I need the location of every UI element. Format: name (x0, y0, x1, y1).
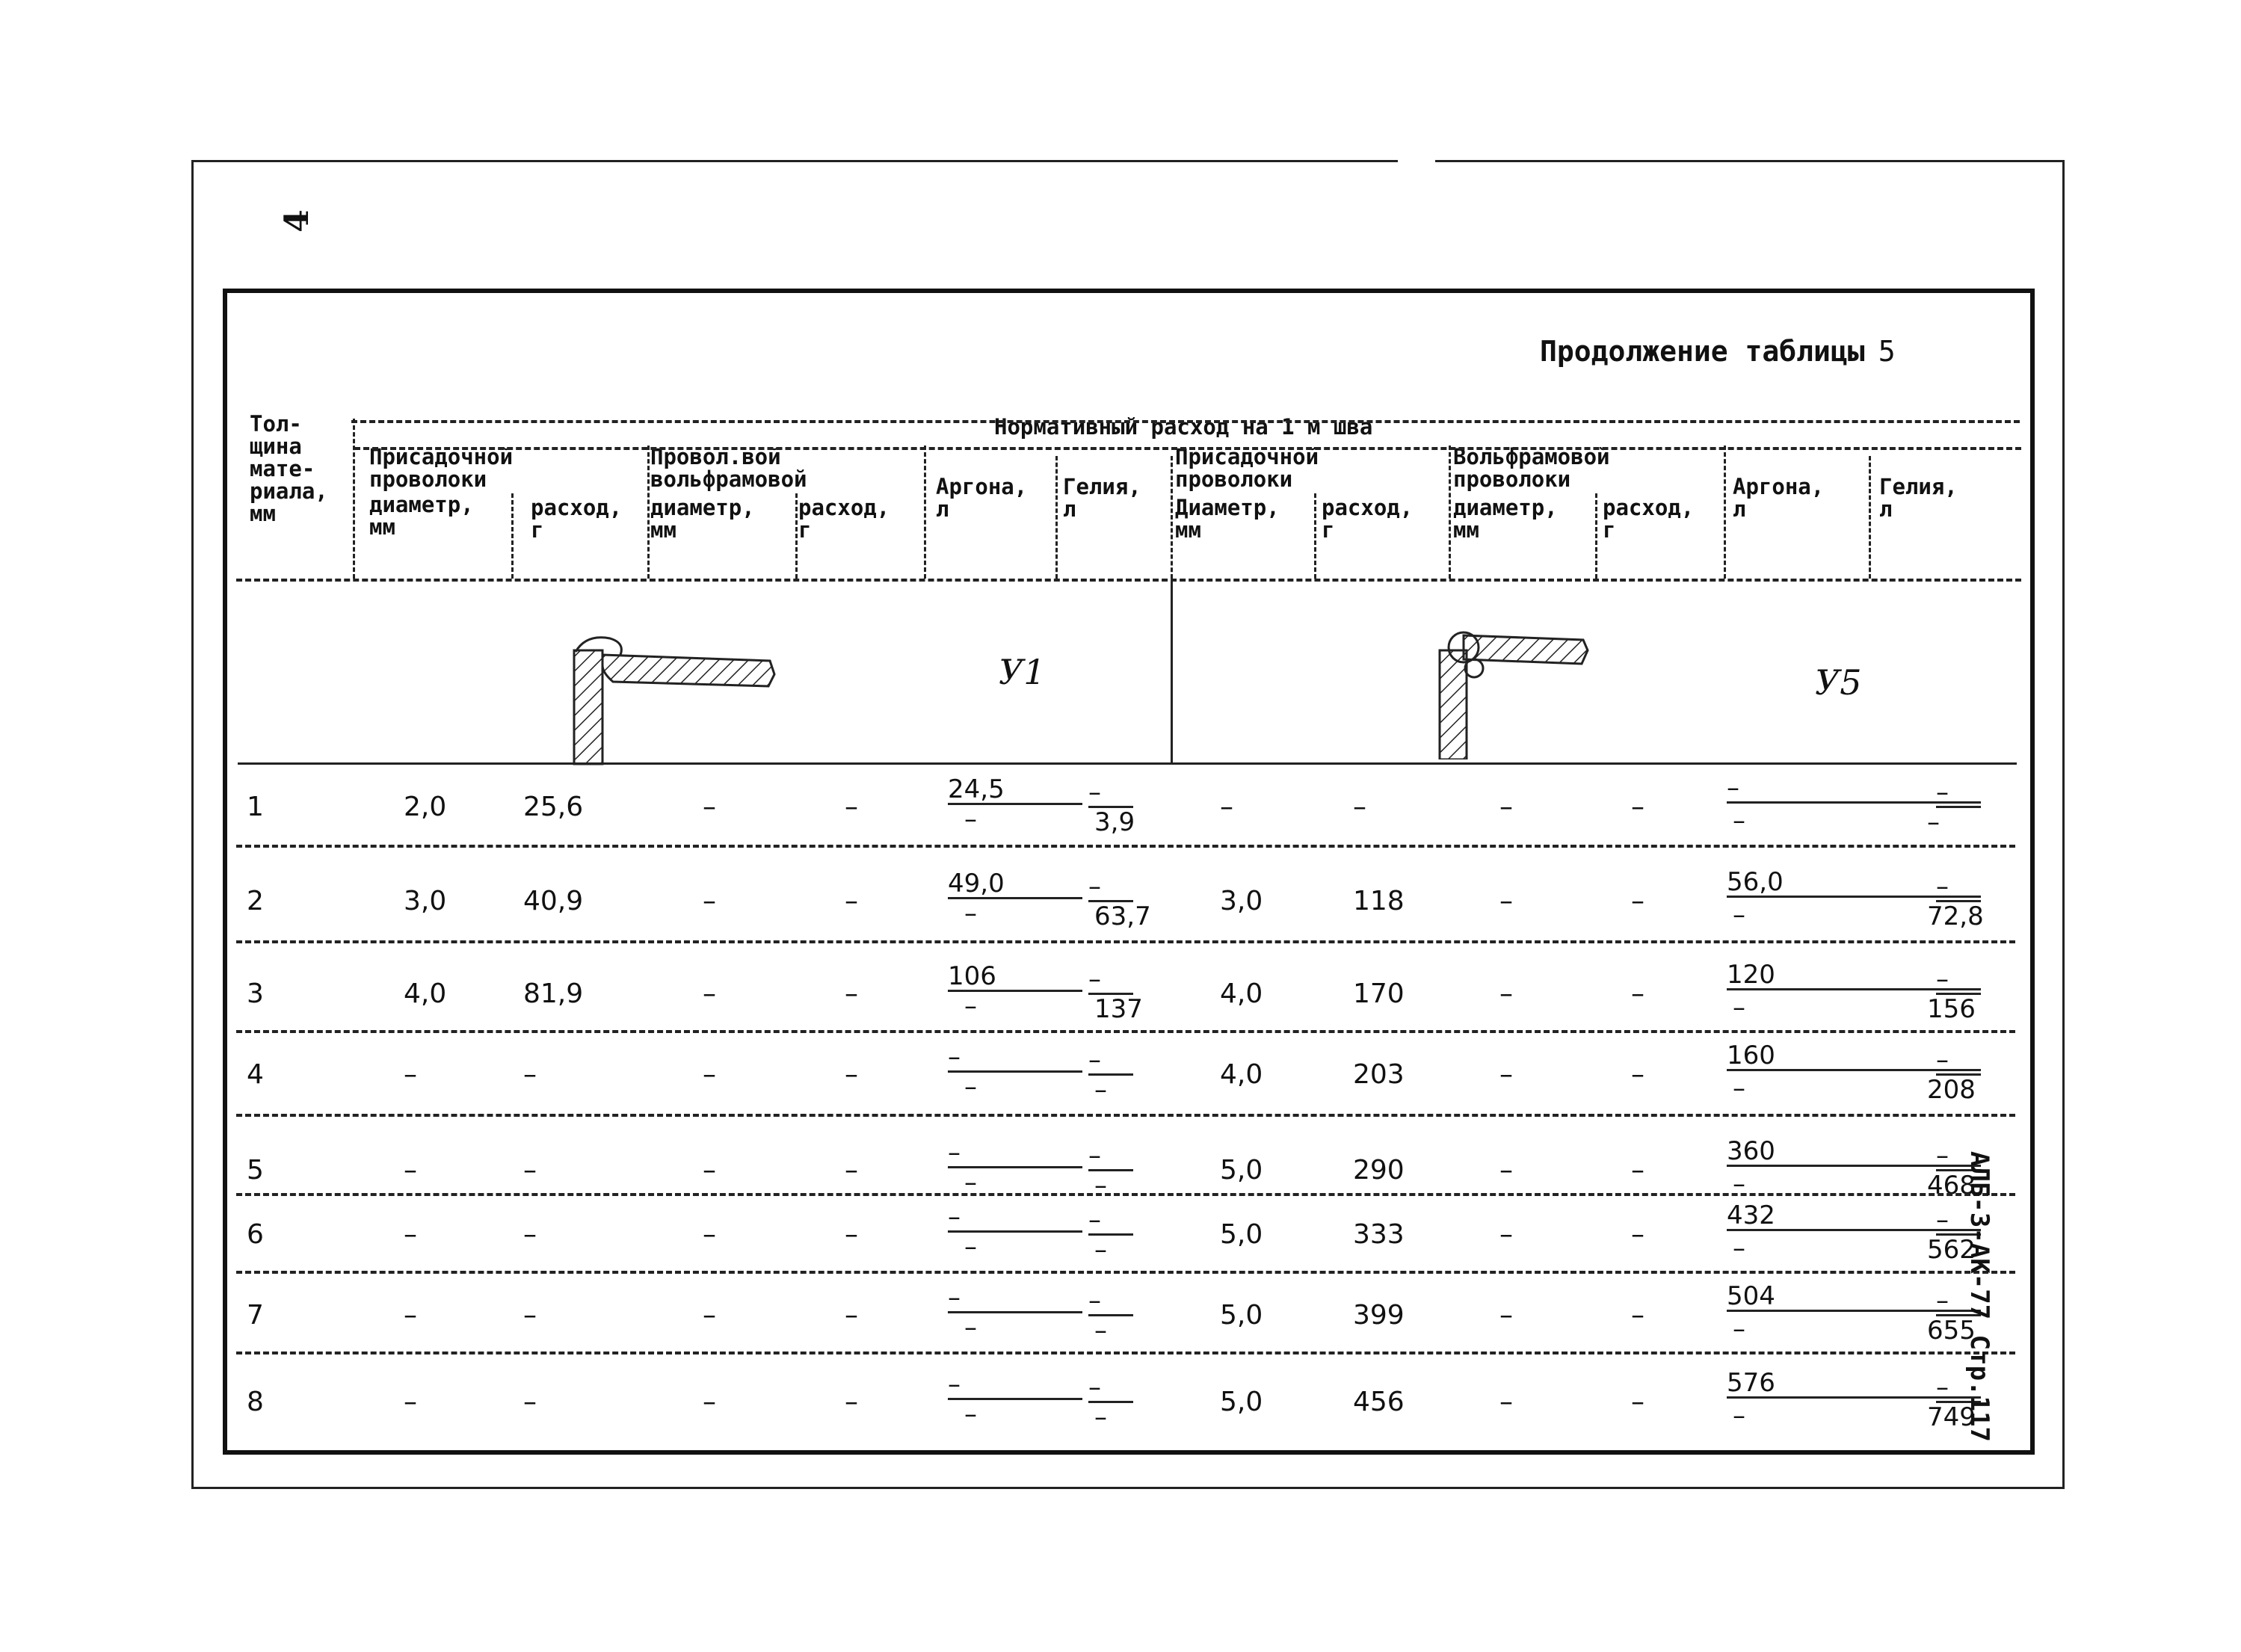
cell-u5-argon-top: 504 (1727, 1283, 1981, 1312)
cell-u1-tungsten-diameter: – (703, 792, 716, 822)
joint-u1-sketch (568, 632, 777, 767)
sketch-bottom-rule (238, 762, 2017, 765)
cell-u1-tungsten-consumption: – (845, 1059, 858, 1090)
header-u5-filler: Присадочной проволоки (1175, 444, 1319, 492)
cell-u1-helium-bottom: – (1094, 1316, 1107, 1346)
group-sub-rule (354, 447, 2021, 450)
cell-u5-filler-consumption: 456 (1353, 1387, 1405, 1417)
cell-u1-helium-top: – (1088, 1287, 1133, 1316)
cell-u1-argon-bottom: – (964, 1313, 977, 1343)
cell-u1-tungsten-diameter: – (703, 886, 716, 916)
cell-u1-helium-bottom: – (1094, 1075, 1107, 1105)
header-u5-tungsten-cons: расход, г (1603, 495, 1695, 543)
cell-u5-helium-bottom: 72,8 (1927, 901, 1984, 931)
cell-u5-helium-bottom: 562 (1927, 1235, 1976, 1265)
row-separator (236, 1030, 2015, 1033)
cell-u1-helium-top: – (1088, 1142, 1133, 1171)
cell-u5-helium-top: – (1936, 1047, 1981, 1076)
row-separator (236, 1193, 2015, 1196)
cell-u1-tungsten-diameter: – (703, 1219, 716, 1250)
cell-u1-tungsten-consumption: – (845, 1387, 858, 1417)
row-separator (236, 845, 2015, 848)
row-separator (236, 1352, 2015, 1354)
cell-u5-filler-diameter: 5,0 (1220, 1155, 1263, 1186)
cell-thickness: 4 (247, 1059, 264, 1090)
cell-u5-argon-bottom: – (1733, 1314, 1745, 1344)
cell-u1-argon-bottom: – (964, 1232, 977, 1262)
cell-u1-argon-top: 24,5 (948, 776, 1082, 805)
cell-u1-tungsten-diameter: – (703, 978, 716, 1009)
cell-u5-filler-diameter: – (1220, 792, 1233, 822)
cell-u5-argon-bottom: – (1733, 1169, 1745, 1199)
cell-u1-helium-bottom: – (1094, 1171, 1107, 1201)
cell-u1-tungsten-consumption: – (845, 792, 858, 822)
header-group: Нормативный расход на 1 м шва (994, 414, 1373, 440)
cell-u5-helium-bottom: – (1927, 807, 1940, 837)
header-divider (795, 493, 798, 579)
cell-thickness: 2 (247, 886, 264, 916)
row-separator (236, 940, 2015, 943)
cell-u1-helium-bottom: 63,7 (1094, 901, 1151, 931)
header-thickness: Тол- щина мате- риала, мм (250, 411, 328, 526)
cell-u5-filler-consumption: 203 (1353, 1059, 1405, 1090)
joint-u5-label: У5 (1815, 662, 1862, 703)
header-u5-helium: Гелия, л (1879, 474, 1958, 522)
cell-u5-tungsten-diameter: – (1499, 1387, 1513, 1417)
cell-u5-argon-top: – (1727, 774, 1981, 804)
cell-u1-helium-top: – (1088, 1047, 1133, 1076)
cell-u1-filler-diameter: – (404, 1059, 417, 1090)
cell-u1-filler-diameter: – (404, 1300, 417, 1331)
header-divider (1314, 493, 1316, 579)
cell-u5-tungsten-diameter: – (1499, 978, 1513, 1009)
header-u1-tungsten: Провол.вой вольфрамовой (650, 444, 807, 492)
cell-u5-argon-top: 360 (1727, 1138, 1981, 1167)
cell-u5-tungsten-consumption: – (1631, 1219, 1644, 1250)
cell-u5-helium-bottom: 468 (1927, 1171, 1976, 1201)
cell-u5-argon-top: 56,0 (1727, 869, 1981, 898)
cell-u1-tungsten-consumption: – (845, 1219, 858, 1250)
cell-u5-tungsten-diameter: – (1499, 886, 1513, 916)
cell-u5-tungsten-consumption: – (1631, 792, 1644, 822)
cell-u5-tungsten-consumption: – (1631, 886, 1644, 916)
header-u1-filler-cons: расход, г (531, 495, 623, 543)
cell-u1-argon-top: – (948, 1284, 1082, 1313)
cell-u1-filler-consumption: – (523, 1219, 537, 1250)
header-u1-filler-diam: диаметр, мм (369, 492, 474, 540)
cell-u5-argon-top: 160 (1727, 1042, 1981, 1071)
cell-u1-helium-bottom: 137 (1094, 994, 1143, 1024)
cell-u1-tungsten-consumption: – (845, 1155, 858, 1186)
cell-u1-tungsten-diameter: – (703, 1059, 716, 1090)
cell-u1-argon-bottom: – (964, 1072, 977, 1102)
cell-u1-helium-bottom: – (1094, 1402, 1107, 1432)
cell-u1-filler-consumption: – (523, 1300, 537, 1331)
cell-u1-helium-bottom: – (1094, 1235, 1107, 1265)
cell-u5-tungsten-consumption: – (1631, 1300, 1644, 1331)
joint-u1-label: У1 (999, 652, 1046, 692)
header-u5-filler-diam: Диаметр, мм (1175, 495, 1280, 543)
cell-thickness: 8 (247, 1387, 264, 1417)
cell-u5-filler-consumption: – (1353, 792, 1366, 822)
header-divider (1055, 456, 1058, 579)
cell-u1-argon-bottom: – (964, 1399, 977, 1429)
header-u5-tungsten: Вольфрамовой проволоки (1453, 444, 1610, 492)
cell-u1-helium-top: – (1088, 1374, 1133, 1403)
cell-u1-filler-diameter: 3,0 (404, 886, 447, 916)
cell-u5-helium-top: – (1936, 1374, 1981, 1403)
cell-u1-helium-top: – (1088, 966, 1133, 995)
header-divider (1595, 493, 1597, 579)
cell-u5-filler-diameter: 5,0 (1220, 1300, 1263, 1331)
cell-u1-filler-diameter: – (404, 1387, 417, 1417)
cell-u5-helium-top: – (1936, 1287, 1981, 1316)
cell-u5-tungsten-diameter: – (1499, 1219, 1513, 1250)
header-u1-tungsten-cons: расход, г (798, 495, 890, 543)
cell-u5-filler-diameter: 5,0 (1220, 1387, 1263, 1417)
cell-u1-filler-consumption: – (523, 1155, 537, 1186)
cell-u5-argon-top: 120 (1727, 961, 1981, 990)
cell-u1-filler-diameter: – (404, 1219, 417, 1250)
row-separator (236, 1271, 2015, 1274)
cell-u1-tungsten-diameter: – (703, 1300, 716, 1331)
cell-u5-filler-diameter: 3,0 (1220, 886, 1263, 916)
cell-u5-tungsten-consumption: – (1631, 978, 1644, 1009)
side-note: АЛБ-3-АК-77 Стр.117 (1964, 1151, 1994, 1442)
page-mark: 4 (277, 209, 316, 232)
cell-u1-tungsten-consumption: – (845, 978, 858, 1009)
cell-u5-argon-bottom: – (1733, 900, 1745, 930)
cell-u5-filler-diameter: 4,0 (1220, 978, 1263, 1009)
cell-thickness: 5 (247, 1155, 264, 1186)
group-top-rule (351, 420, 2020, 423)
cell-u5-argon-bottom: – (1733, 1073, 1745, 1103)
row-separator (236, 1114, 2015, 1117)
cell-u5-helium-bottom: 208 (1927, 1075, 1976, 1105)
cell-u1-filler-diameter: 2,0 (404, 792, 447, 822)
cell-u5-tungsten-consumption: – (1631, 1059, 1644, 1090)
cell-u1-helium-top: – (1088, 1206, 1133, 1236)
cell-u5-argon-top: 576 (1727, 1369, 1981, 1399)
cell-u5-helium-top: – (1936, 966, 1981, 995)
cell-u5-tungsten-diameter: – (1499, 1300, 1513, 1331)
header-u5-argon: Аргона, л (1733, 474, 1825, 522)
cell-u1-tungsten-consumption: – (845, 886, 858, 916)
cell-thickness: 3 (247, 978, 264, 1009)
cell-u5-filler-consumption: 399 (1353, 1300, 1405, 1331)
header-u1-helium: Гелия, л (1063, 474, 1141, 522)
header-divider (511, 493, 514, 579)
cell-u1-argon-top: 106 (948, 963, 1082, 992)
cell-u5-argon-bottom: – (1733, 1233, 1745, 1263)
cell-u1-argon-bottom: – (964, 804, 977, 834)
cell-u1-argon-top: – (948, 1203, 1082, 1233)
cell-u5-argon-bottom: – (1733, 806, 1745, 836)
cell-u1-argon-top: – (948, 1371, 1082, 1400)
cell-u5-helium-bottom: 156 (1927, 994, 1976, 1024)
cell-u5-helium-bottom: 655 (1927, 1316, 1976, 1346)
cell-u1-argon-top: 49,0 (948, 870, 1082, 899)
cell-u5-helium-bottom: 749 (1927, 1402, 1976, 1432)
cell-u5-helium-top: – (1936, 873, 1981, 902)
cell-u1-argon-bottom: – (964, 991, 977, 1021)
cell-u5-filler-consumption: 170 (1353, 978, 1405, 1009)
cell-u5-filler-consumption: 290 (1353, 1155, 1405, 1186)
cell-thickness: 1 (247, 792, 264, 822)
cell-u1-filler-consumption: – (523, 1059, 537, 1090)
cell-u1-helium-bottom: 3,9 (1094, 807, 1135, 837)
header-u5-tungsten-diam: диаметр, мм (1453, 495, 1558, 543)
cell-u5-tungsten-consumption: – (1631, 1155, 1644, 1186)
cell-u1-filler-consumption: 81,9 (523, 978, 584, 1009)
cell-u5-tungsten-consumption: – (1631, 1387, 1644, 1417)
header-u5-filler-cons: расход, г (1322, 495, 1414, 543)
cell-u1-helium-top: – (1088, 873, 1133, 902)
header-divider (1171, 456, 1173, 579)
cell-thickness: 7 (247, 1300, 264, 1331)
cell-u5-filler-diameter: 5,0 (1220, 1219, 1263, 1250)
caption-label: Продолжение таблицы (1540, 335, 1865, 368)
cell-u5-argon-bottom: – (1733, 1401, 1745, 1431)
cell-u5-tungsten-diameter: – (1499, 1155, 1513, 1186)
header-divider (647, 446, 650, 579)
header-divider (1449, 446, 1451, 579)
cell-u5-filler-consumption: 333 (1353, 1219, 1405, 1250)
cell-u5-filler-consumption: 118 (1353, 886, 1405, 916)
cell-u1-tungsten-diameter: – (703, 1387, 716, 1417)
sketch-divider (1171, 580, 1173, 762)
cell-u1-filler-diameter: 4,0 (404, 978, 447, 1009)
cell-u5-argon-top: 432 (1727, 1202, 1981, 1231)
header-divider (353, 419, 355, 579)
cell-u5-argon-bottom: – (1733, 993, 1745, 1023)
cell-u5-helium-top: – (1936, 779, 1981, 808)
cell-u1-filler-consumption: 40,9 (523, 886, 584, 916)
header-u1-argon: Аргона, л (936, 474, 1028, 522)
cell-u5-tungsten-diameter: – (1499, 1059, 1513, 1090)
cell-u1-argon-bottom: – (964, 1168, 977, 1198)
header-bottom-rule (236, 579, 2021, 582)
cell-u1-filler-diameter: – (404, 1155, 417, 1186)
cell-u1-argon-top: – (948, 1139, 1082, 1168)
header-u1-tungsten-diam: диаметр, мм (650, 495, 755, 543)
cell-thickness: 6 (247, 1219, 264, 1250)
joint-u5-sketch (1434, 625, 1598, 759)
table-caption (1540, 335, 1896, 368)
header-divider (1869, 456, 1871, 579)
header-divider (924, 446, 926, 579)
cell-u1-filler-consumption: – (523, 1387, 537, 1417)
cell-u1-argon-top: – (948, 1044, 1082, 1073)
cell-u5-tungsten-diameter: – (1499, 792, 1513, 822)
cell-u1-filler-consumption: 25,6 (523, 792, 584, 822)
cell-u5-filler-diameter: 4,0 (1220, 1059, 1263, 1090)
caption-number: 5 (1878, 335, 1896, 368)
cell-u1-tungsten-consumption: – (845, 1300, 858, 1331)
cell-u5-helium-top: – (1936, 1206, 1981, 1236)
header-divider (1724, 446, 1726, 579)
cell-u5-helium-top: – (1936, 1142, 1981, 1171)
cell-u1-tungsten-diameter: – (703, 1155, 716, 1186)
cell-u1-helium-top: – (1088, 779, 1133, 808)
frame-gap (1398, 154, 1435, 169)
header-u1-filler: Присадочной проволоки (369, 444, 514, 492)
cell-u1-argon-bottom: – (964, 899, 977, 928)
